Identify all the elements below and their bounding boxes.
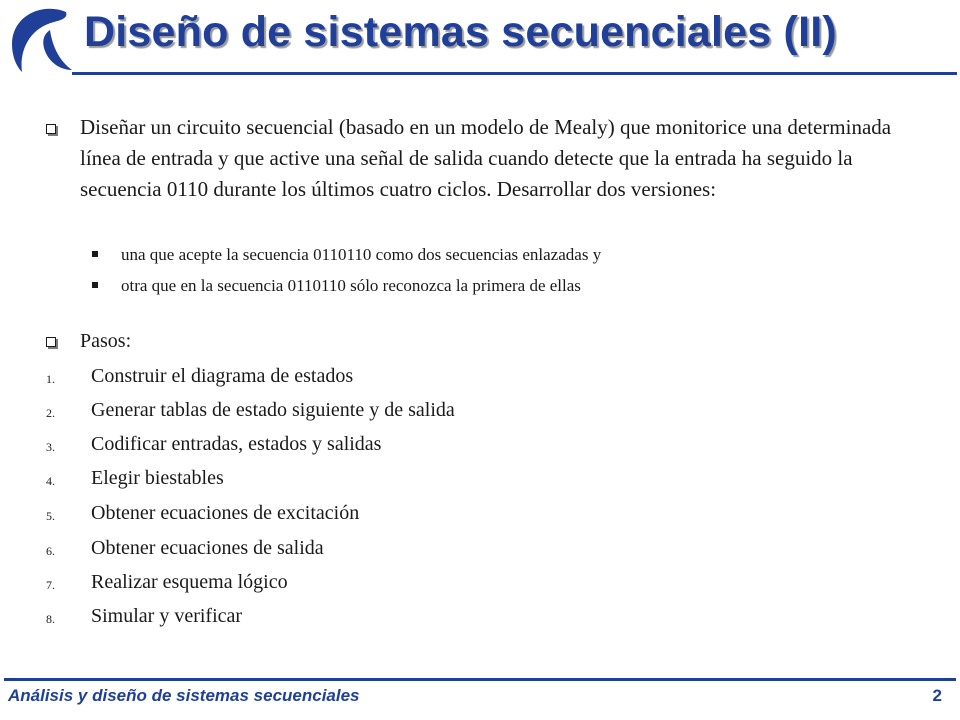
step-number: 4. (46, 474, 55, 488)
square-bullet-icon (92, 282, 98, 288)
title-divider (72, 72, 957, 75)
step-number: 7. (46, 578, 55, 592)
step-text: Obtener ecuaciones de excitación (91, 502, 360, 524)
step-number: 1. (46, 372, 55, 386)
footer-divider (4, 678, 956, 681)
version-text: otra que en la secuencia 0110110 sólo reconozca la primera de ellas (121, 276, 581, 295)
footer-title: Análisis y diseño de sistemas secuenciales (8, 686, 360, 705)
step-text: Elegir biestables (91, 467, 224, 489)
hollow-square-bullet-icon (46, 124, 56, 134)
version-text: una que acepte la secuencia 0110110 como dos secuencias enlazadas y (121, 245, 602, 264)
steps-heading: Pasos: (80, 330, 132, 352)
problem-statement: Diseñar un circuito secuencial (basado en un modelo de Mealy) que monitorice una determinada línea de entrada y que active una señal de salida cuando detecte que la entrada ha seguido la secuencia 0110 durante los últimos cuatro ciclos. Desarrollar dos versiones: (80, 115, 892, 201)
course-logo-icon (6, 4, 78, 74)
step-text: Codificar entradas, estados y salidas (91, 433, 382, 455)
step-text: Realizar esquema lógico (91, 571, 288, 593)
step-text: Simular y verificar (91, 605, 243, 627)
hollow-square-bullet-icon (46, 337, 56, 347)
step-text: Generar tablas de estado siguiente y de salida (91, 399, 455, 421)
step-number: 8. (46, 612, 55, 626)
step-text: Construir el diagrama de estados (91, 365, 354, 387)
step-text: Obtener ecuaciones de salida (91, 537, 324, 559)
step-number: 2. (46, 406, 55, 420)
step-number: 3. (46, 440, 55, 454)
square-bullet-icon (92, 251, 98, 257)
page-title: Diseño de sistemas secuenciales (II) (84, 8, 837, 56)
step-number: 6. (46, 544, 55, 558)
step-number: 5. (46, 509, 55, 523)
page-number: 2 (932, 686, 942, 705)
